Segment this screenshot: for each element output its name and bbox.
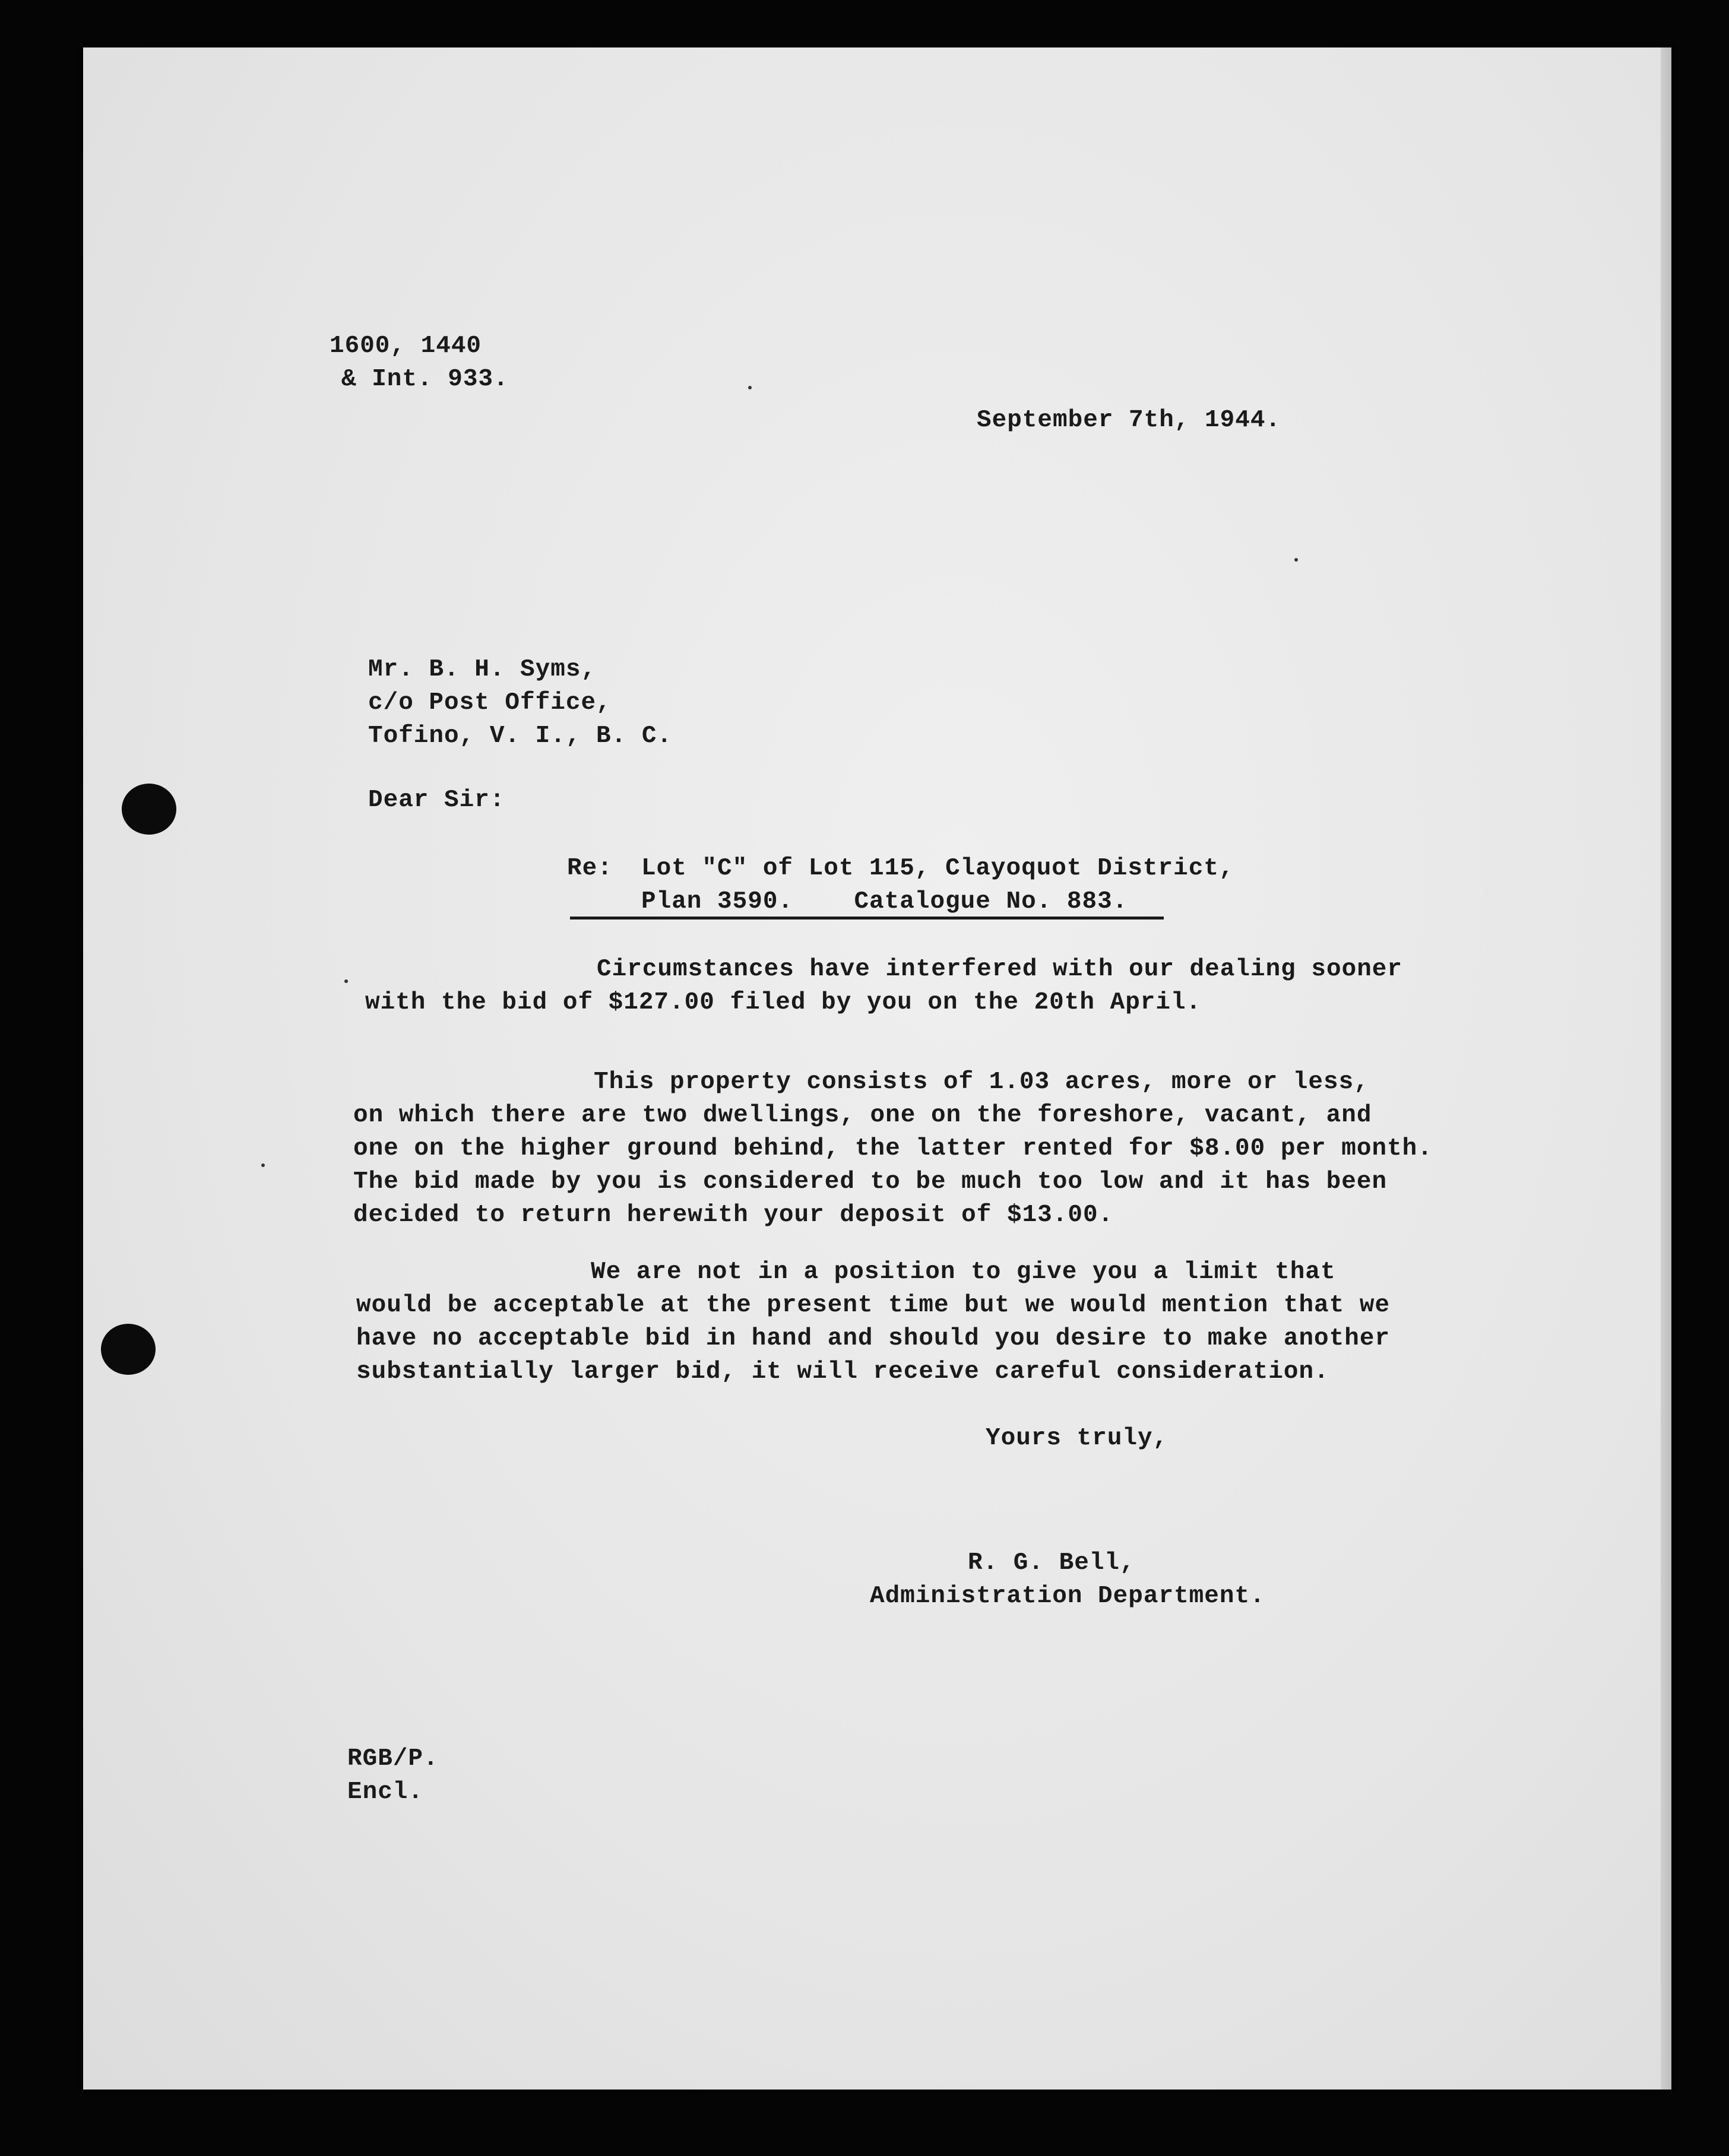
address-line: Mr. B. H. Syms,	[368, 656, 597, 683]
paragraph-line: on which there are two dwellings, one on the foreshore, vacant, and	[353, 1102, 1372, 1129]
punch-hole-top	[122, 784, 176, 835]
re-underline	[570, 917, 1164, 920]
paragraph-line: have no acceptable bid in hand and should you desire to make another	[356, 1325, 1391, 1352]
letter-page	[83, 47, 1671, 2090]
address-line: Tofino, V. I., B. C.	[368, 722, 673, 750]
file-references	[330, 329, 509, 462]
letter-date: September 7th, 1944.	[977, 407, 1281, 434]
paragraph-line: decided to return herewith your deposit of $13.00.	[353, 1201, 1114, 1229]
re-label: Re:	[567, 855, 613, 882]
paragraph-line: We are not in a position to give you a limit that	[591, 1258, 1336, 1286]
paragraph-line: This property consists of 1.03 acres, more or less,	[594, 1069, 1369, 1096]
salutation: Dear Sir:	[368, 787, 505, 814]
re-line: Lot "C" of Lot 115, Clayoquot District,	[641, 855, 1234, 882]
address-line: c/o Post Office,	[368, 689, 612, 716]
file-ref-line: 1600, 1440	[330, 332, 482, 360]
closing: Yours truly,	[986, 1425, 1168, 1452]
punch-hole-bottom	[101, 1324, 156, 1375]
paragraph-line: Circumstances have interfered with our dealing sooner	[597, 956, 1403, 983]
paragraph-line: with the bid of $127.00 filed by you on the 20th April.	[365, 989, 1202, 1016]
re-line: Plan 3590. Catalogue No. 883.	[641, 888, 1128, 915]
speck	[261, 1163, 265, 1167]
paragraph-line: would be acceptable at the present time but we would mention that we	[356, 1292, 1391, 1319]
initials-block	[347, 1742, 439, 1875]
paragraph-line: The bid made by you is considered to be much too low and it has been	[353, 1168, 1388, 1196]
signature-name: R. G. Bell,	[968, 1549, 1135, 1577]
speck	[344, 979, 348, 983]
enclosure-note: Encl.	[347, 1778, 424, 1806]
page-edge	[1661, 47, 1671, 2090]
typist-initials: RGB/P.	[347, 1745, 439, 1773]
file-ref-line: & Int. 933.	[341, 366, 509, 393]
paragraph-line: substantially larger bid, it will receive careful consideration.	[356, 1358, 1329, 1385]
speck	[1294, 558, 1298, 562]
signature-title: Administration Department.	[870, 1583, 1265, 1610]
speck	[748, 386, 752, 389]
signature-block	[870, 1546, 1265, 1679]
paragraph-line: one on the higher ground behind, the latter rented for $8.00 per month.	[353, 1135, 1433, 1162]
